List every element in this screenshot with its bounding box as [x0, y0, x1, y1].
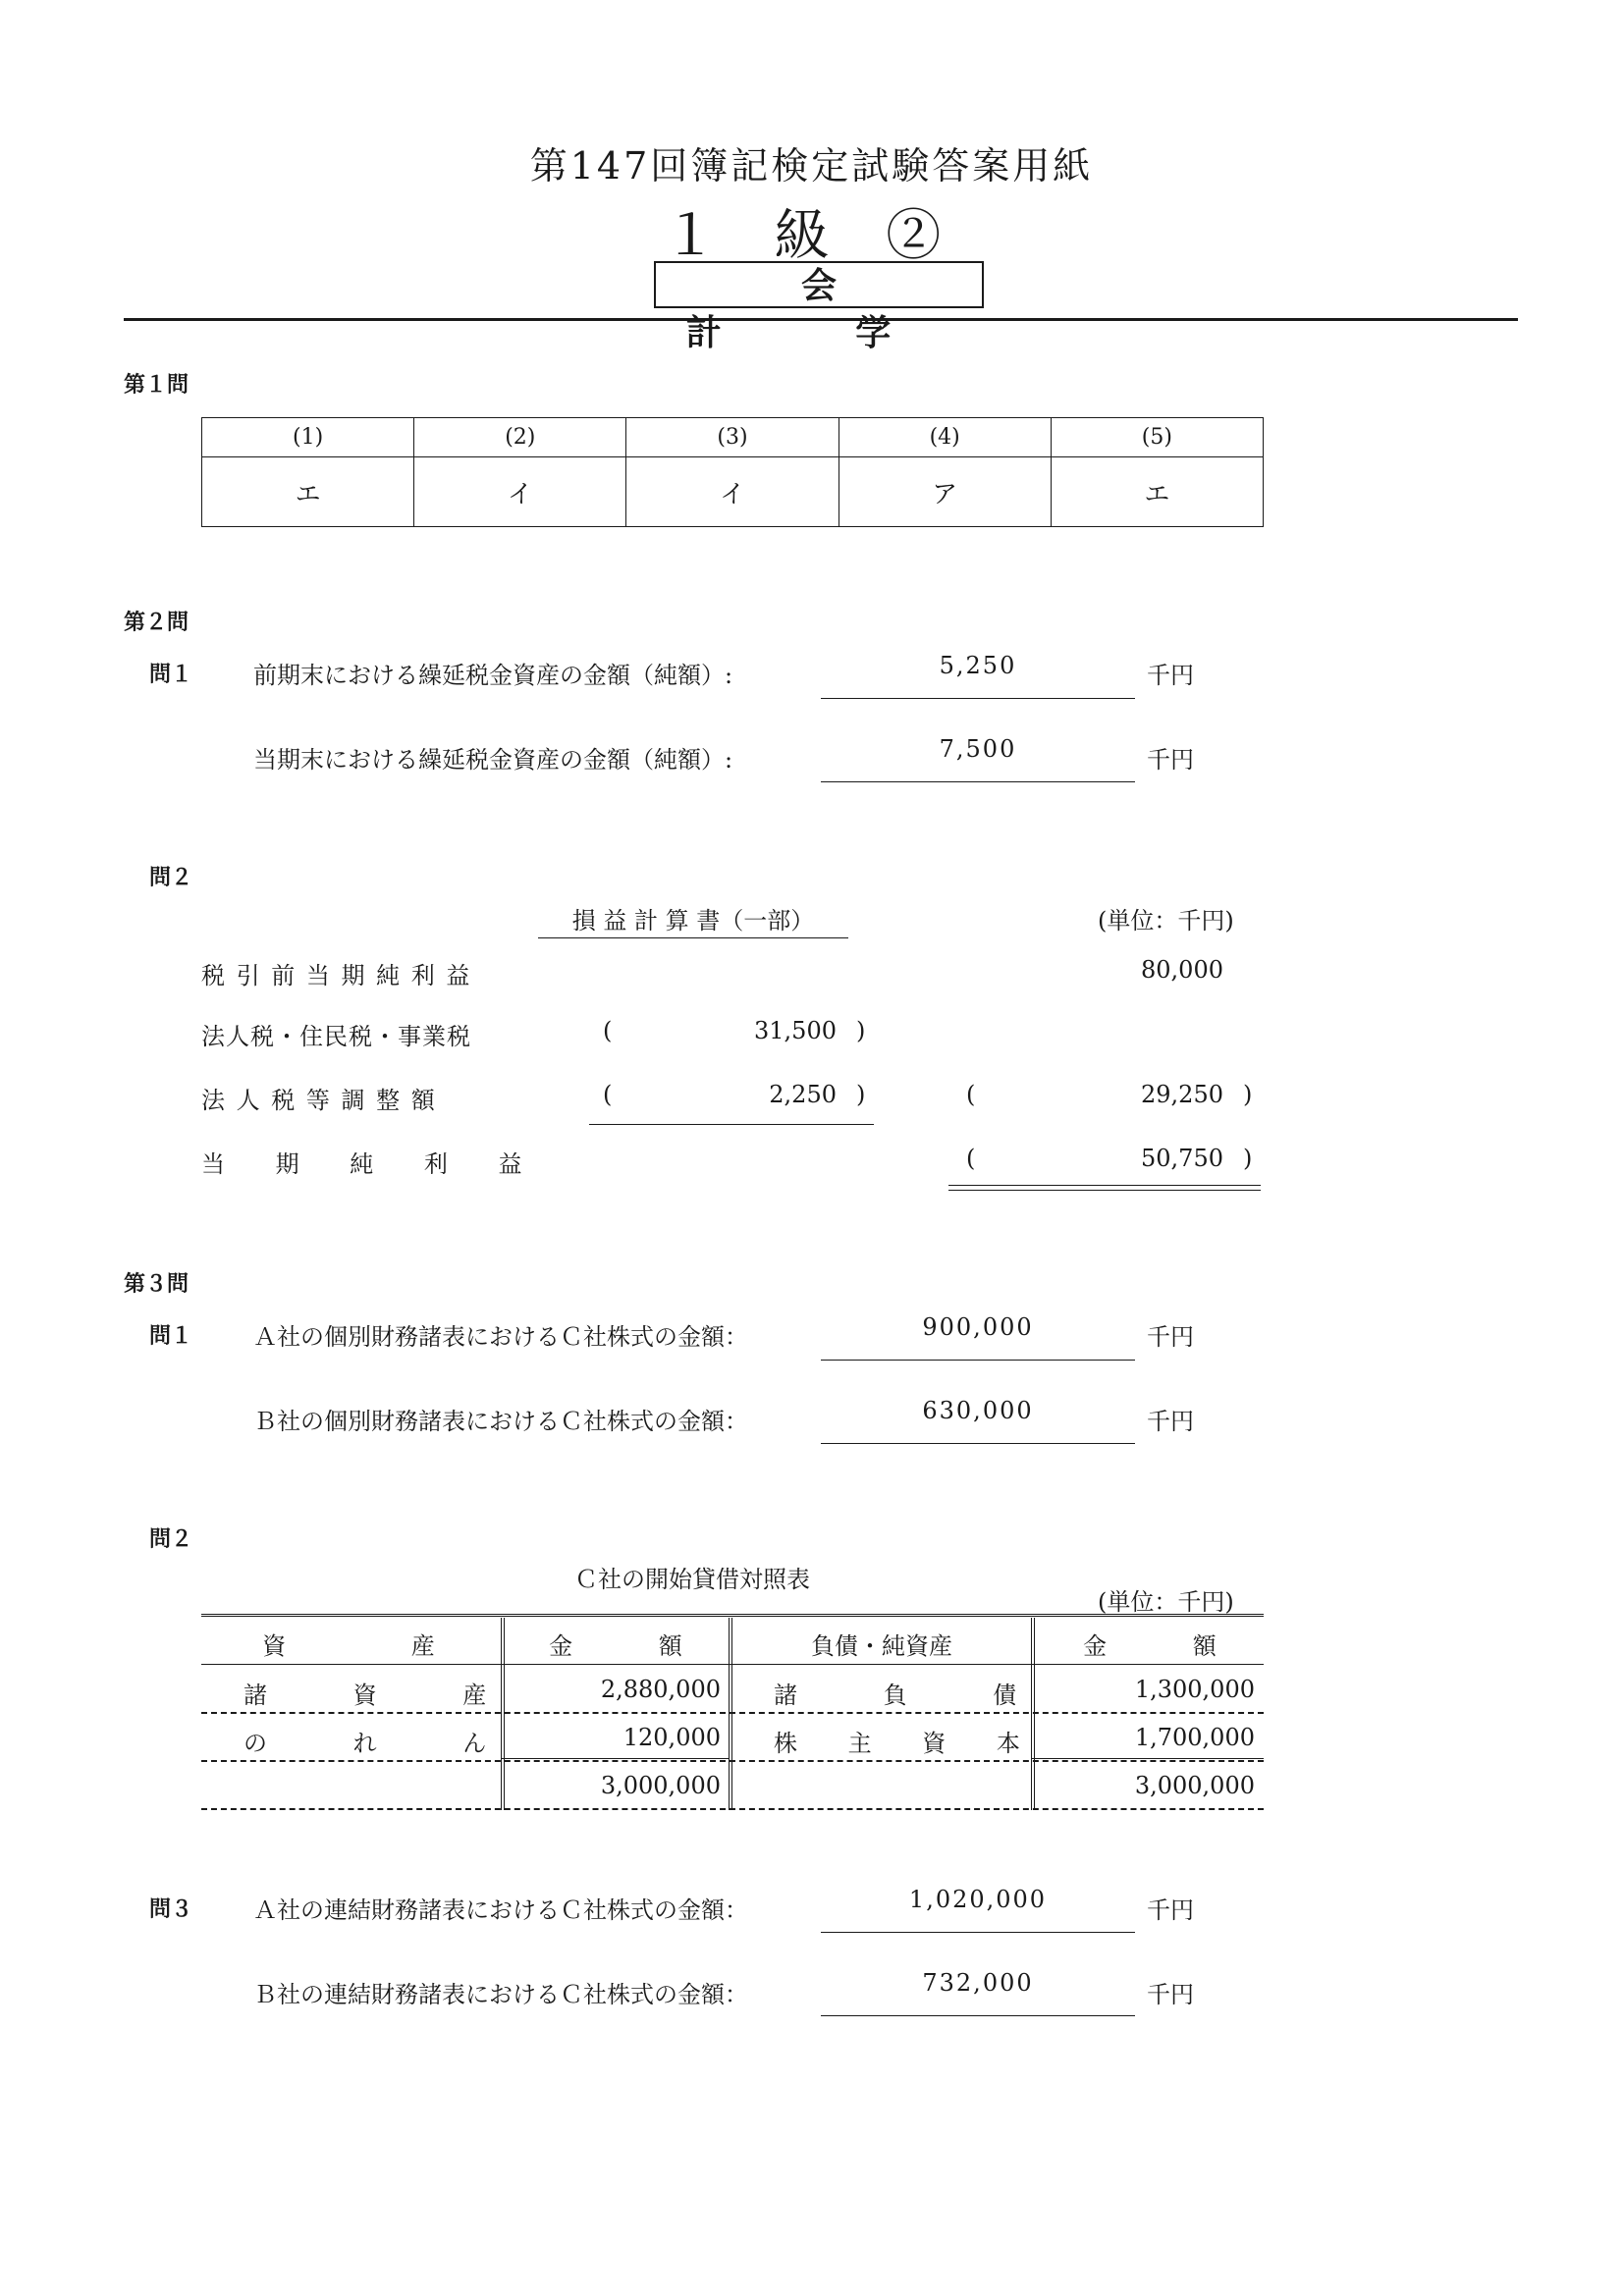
paren-open: ( [966, 1145, 976, 1172]
q2-part1-row1-value: 5,250 [939, 652, 1017, 679]
header-rule [124, 318, 1518, 321]
exam-title: 第147回簿記検定試験答案用紙 [529, 144, 1094, 187]
unit-label: 千円 [1147, 1981, 1194, 2008]
exam-grade: １ 級 ② [662, 204, 961, 268]
bs-total-liabilities: 3,000,000 [1134, 1772, 1255, 1799]
unit-label: 千円 [1147, 662, 1194, 689]
q3-part1-row2-value: 630,000 [922, 1397, 1034, 1424]
q1-answer-3: イ [626, 457, 839, 527]
q3-part1-row1-value: 900,000 [922, 1313, 1034, 1341]
bs-col-divider [501, 1618, 505, 1810]
unit-label: 千円 [1147, 1323, 1194, 1351]
total-double-line [948, 1185, 1261, 1191]
is-row-label: 法 人 税 等 調 整 額 [201, 1087, 437, 1114]
q3-part2-label: 問２ [149, 1527, 193, 1552]
paren-close: ) [856, 1017, 866, 1044]
q3-part3-label: 問３ [149, 1897, 193, 1922]
q1-heading: 第１問 [124, 373, 189, 398]
q2-part1-row1-text: 前期末における繰延税金資産の金額（純額）: [253, 662, 733, 689]
unit-label: 千円 [1147, 1408, 1194, 1435]
bs-unit-note: (単位：千円) [1098, 1588, 1234, 1616]
q2-heading: 第２問 [124, 611, 189, 635]
paren-open: ( [603, 1017, 613, 1044]
subject-box: 会 計 学 [654, 261, 984, 308]
paren-open: ( [603, 1081, 613, 1108]
q2-part2-label: 問２ [149, 866, 193, 890]
is-row-label: 税 引 前 当 期 純 利 益 [201, 962, 472, 989]
answer-line [821, 2015, 1135, 2016]
q1-answer-4: ア [839, 457, 1051, 527]
bs-col-divider [729, 1618, 732, 1810]
is-row-value: 50,750 [1141, 1145, 1223, 1172]
bs-top-border [201, 1614, 1264, 1617]
bs-bottom-border [201, 1808, 1264, 1810]
q3-heading: 第３問 [124, 1272, 189, 1297]
bs-header-border [201, 1664, 1264, 1665]
answer-line [821, 781, 1135, 782]
bs-asset-amount: 2,880,000 [600, 1676, 721, 1703]
answer-line [821, 1360, 1135, 1361]
q3-part3-row1-text: Ａ社の連結財務諸表におけるＣ社株式の金額： [253, 1896, 748, 1924]
q1-col-4: (4) [839, 418, 1051, 457]
bs-col-divider [1031, 1618, 1035, 1810]
bs-header-amount: 金 額 [1083, 1632, 1256, 1660]
q3-part1-row2-text: Ｂ社の個別財務諸表におけるＣ社株式の金額： [253, 1408, 748, 1435]
bs-liability-amount: 1,300,000 [1134, 1676, 1255, 1703]
q1-answer-2: イ [414, 457, 626, 527]
is-row-inner-value: 31,500 [754, 1017, 837, 1044]
is-row-inner-value: 2,250 [769, 1081, 837, 1108]
is-row-value: 80,000 [1141, 956, 1223, 984]
bs-liability-label: 諸 負 債 [774, 1682, 1056, 1709]
is-row-value: 29,250 [1141, 1081, 1223, 1108]
bs-header-assets: 資 産 [262, 1632, 494, 1660]
q3-part3-row1-value: 1,020,000 [908, 1886, 1048, 1913]
income-unit-note: (単位：千円) [1098, 907, 1234, 934]
income-statement-title: 損 益 計 算 書（一部） [538, 901, 848, 938]
bs-header-liabilities: 負債・純資産 [811, 1632, 952, 1660]
q2-part1-row2-text: 当期末における繰延税金資産の金額（純額）: [253, 746, 733, 774]
bs-liability-amount: 1,700,000 [1134, 1724, 1255, 1751]
q2-part1-row2-value: 7,500 [939, 735, 1017, 763]
q3-part1-label: 問１ [149, 1324, 193, 1349]
balance-sheet-title: Ｃ社の開始貸借対照表 [574, 1566, 810, 1593]
q1-answer-1: エ [202, 457, 414, 527]
q1-answer-table [201, 417, 1264, 527]
q1-col-3: (3) [626, 418, 839, 457]
paren-open: ( [966, 1081, 976, 1108]
answer-line [821, 1443, 1135, 1444]
is-row-label: 法人税・住民税・事業税 [201, 1023, 471, 1050]
is-row-label: 当 期 純 利 益 [201, 1150, 544, 1178]
subtotal-line [589, 1124, 874, 1125]
bs-asset-label: 諸 資 産 [243, 1682, 526, 1709]
bs-total-line-left [501, 1758, 729, 1759]
paren-close: ) [1243, 1145, 1253, 1172]
bs-total-line-right [1031, 1758, 1264, 1759]
bs-header-amount: 金 額 [549, 1632, 722, 1660]
answer-line [821, 698, 1135, 699]
bs-liability-label: 株 主 資 本 [774, 1730, 1042, 1757]
q2-part1-label: 問１ [149, 663, 193, 687]
q1-answer-5: エ [1051, 457, 1263, 527]
bs-total-assets: 3,000,000 [600, 1772, 721, 1799]
q3-part1-row1-text: Ａ社の個別財務諸表におけるＣ社株式の金額： [253, 1323, 748, 1351]
q1-col-2: (2) [414, 418, 626, 457]
q1-col-1: (1) [202, 418, 414, 457]
bs-row-divider [201, 1712, 1264, 1714]
unit-label: 千円 [1147, 746, 1194, 774]
paren-close: ) [1243, 1081, 1253, 1108]
unit-label: 千円 [1147, 1896, 1194, 1924]
answer-line [821, 1932, 1135, 1933]
bs-asset-label: の れ ん [243, 1730, 526, 1757]
bs-asset-amount: 120,000 [622, 1724, 721, 1751]
paren-close: ) [856, 1081, 866, 1108]
q3-part3-row2-value: 732,000 [922, 1969, 1034, 1997]
q3-part3-row2-text: Ｂ社の連結財務諸表におけるＣ社株式の金額： [253, 1981, 748, 2008]
bs-row-divider [201, 1760, 1264, 1762]
q1-col-5: (5) [1051, 418, 1263, 457]
